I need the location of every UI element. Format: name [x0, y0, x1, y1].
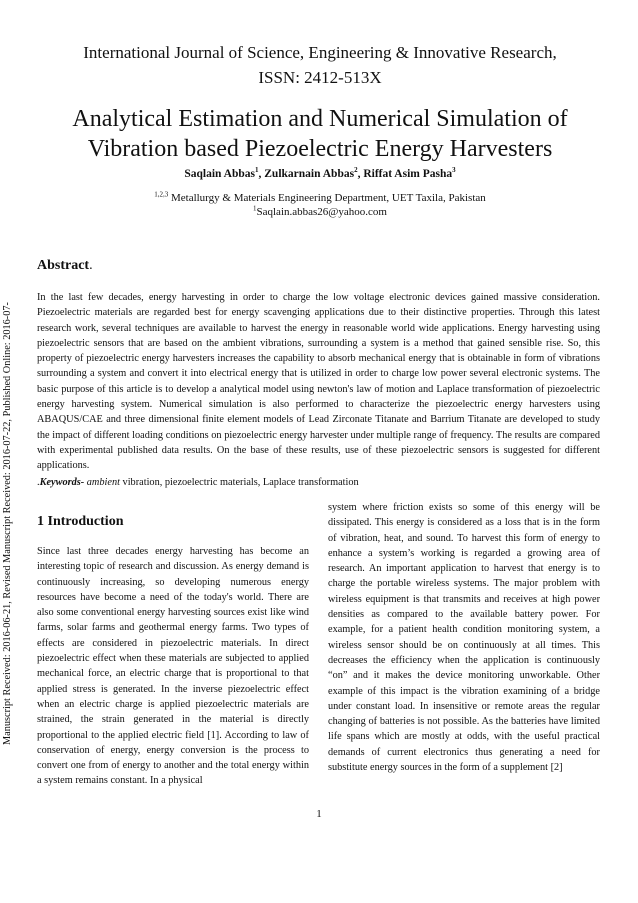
abstract-heading	[37, 258, 93, 274]
author-3: Riffat Asim Pasha	[363, 168, 453, 180]
keywords-label: Keywords-	[39, 477, 85, 488]
affiliation	[40, 191, 600, 219]
author-email: Saqlain.abbas26@yahoo.com	[256, 206, 387, 218]
journal-header	[40, 40, 600, 90]
keywords	[37, 477, 600, 488]
author-2: Zulkarnain Abbas	[264, 168, 355, 180]
email-sup: 1	[253, 204, 257, 213]
affiliation-dept: Metallurgy & Materials Engineering Department, UET Taxila, Pakistan	[170, 192, 486, 204]
abstract-heading-dot: .	[89, 258, 93, 273]
author-1-sup: 1	[255, 166, 259, 175]
author-list: Saqlain Abbas$^1$, Zulkarnain Abbas$^2$, Riffat Asim Pasha$^3$	[184, 166, 456, 180]
title-line-1: Analytical Estimation and Numerical Simulation of	[72, 106, 568, 132]
author-2-sup: 2	[354, 166, 358, 175]
keywords-list: vibration, piezoelectric materials, Laplace transformation	[122, 477, 359, 488]
paper-title	[40, 104, 600, 164]
title-line-2: Vibration based Piezoelectric Energy Harvesters	[87, 136, 553, 162]
keywords-first: ambient	[86, 477, 120, 488]
abstract-heading-text: Abstract	[37, 258, 90, 273]
keywords-lead: .	[37, 477, 40, 488]
author-3-sup: 3	[452, 166, 456, 175]
author-1: Saqlain Abbas	[184, 168, 255, 180]
journal-issn: ISSN: 2412-513X	[258, 68, 382, 87]
journal-name: International Journal of Science, Engineering & Innovative Research,	[83, 43, 557, 62]
section-heading-introduction: 1 Introduction	[37, 514, 124, 529]
intro-column-left: Since last three decades energy harvesting has become an interesting topic of research and discussion. As energy demand is continuously increasing, so developing numerous energy resources have become a need of the today's world. There are also some conventional energy harvesting sources exist like wind farms, solar farms and geothermal energy farms. Two types of effects are considered in piezoelectric materials. In direct piezoelectric effect when these materials are subjected to applied mechanical force, an electric charge that is proportional to that applied stress is generated. In the inverse piezoelectric effect when an electric charge is applied piezoelectric materials are strained, the strain generated in the material is directly proportional to the applied electric field [1]. According to law of conservation of energy, energy conversion is the process to convert one from of energy to another and the total energy within a system remains constant. In a physical	[37, 546, 309, 787]
affiliation-sup: 1,2,3	[154, 190, 169, 199]
page-number: 1	[316, 808, 322, 820]
manuscript-dates: Manuscript Received: 2016-06-21, Revised Manuscript Received: 2016-07-22, Published Online: 2016-07-	[2, 302, 13, 745]
abstract-body: In the last few decades, energy harvesting in order to charge the low voltage electronic devices gained massive consideration. Piezoelectric materials are regarded best for energy scavenging applications due to their distinctive properties. Through this latest research work, several techniques are available to harvest the energy in reasonable world wide applications. Energy harvesting using piezoelectric sensors that are based on the ambient vibrations, surrounding a system is a method that gained sensible rise. So, this property of piezoelectric energy harvesters increases the capability to absorb mechanical energy that is obtainable in form of vibrations surrounding a system and convert it into electrical energy that is utilized in order to charge low power several electronic systems. The basic purpose of this article is to develop a analytical model using newton's law of motion and Laplace transformation of piezoelectric energy harvesting system. Numerical simulation is also performed to characterize the piezoelectric energy harvesters using ABAQUS/CAE and three dimensional finite element models of Lead Zirconate Titanate and Barrium Titanate are developed to study the impact of different loading conditions on piezoelectric energy harvester under multiple range of frequency. The results are compared with experimental published data results. On the base of these results, use of these piezoelectric sensors is suggested for different applications.	[37, 292, 600, 472]
intro-column-right: system where friction exists so some of this energy will be dissipated. This energy is considered as a loss that is in the form of vibration, heat, and sound. To harvest this form of energy to enhance a system’s working is regarded a growing area of research. An important application to harvest that energy is to charge the portable wireless systems. The major problem with wireless equipment is that transmits and receives at high power densities as compared to the available battery power. For example, for a patient health condition monitoring system, a wireless sensor should be on continuously at all times. This decreases the efficiency when the application is continuously “on” and it makes the device monitoring unworkable. Other example of this impact is the vibration examining of a bridge under constant load. In insensitive or remote areas the regular changing of batteries is not possible. As the batteries have limited life spans which are mostly at odds, with the useful practical demands of current electronics thus generating a need for substitute energy sources in the form of a supplement [2]	[328, 502, 600, 774]
